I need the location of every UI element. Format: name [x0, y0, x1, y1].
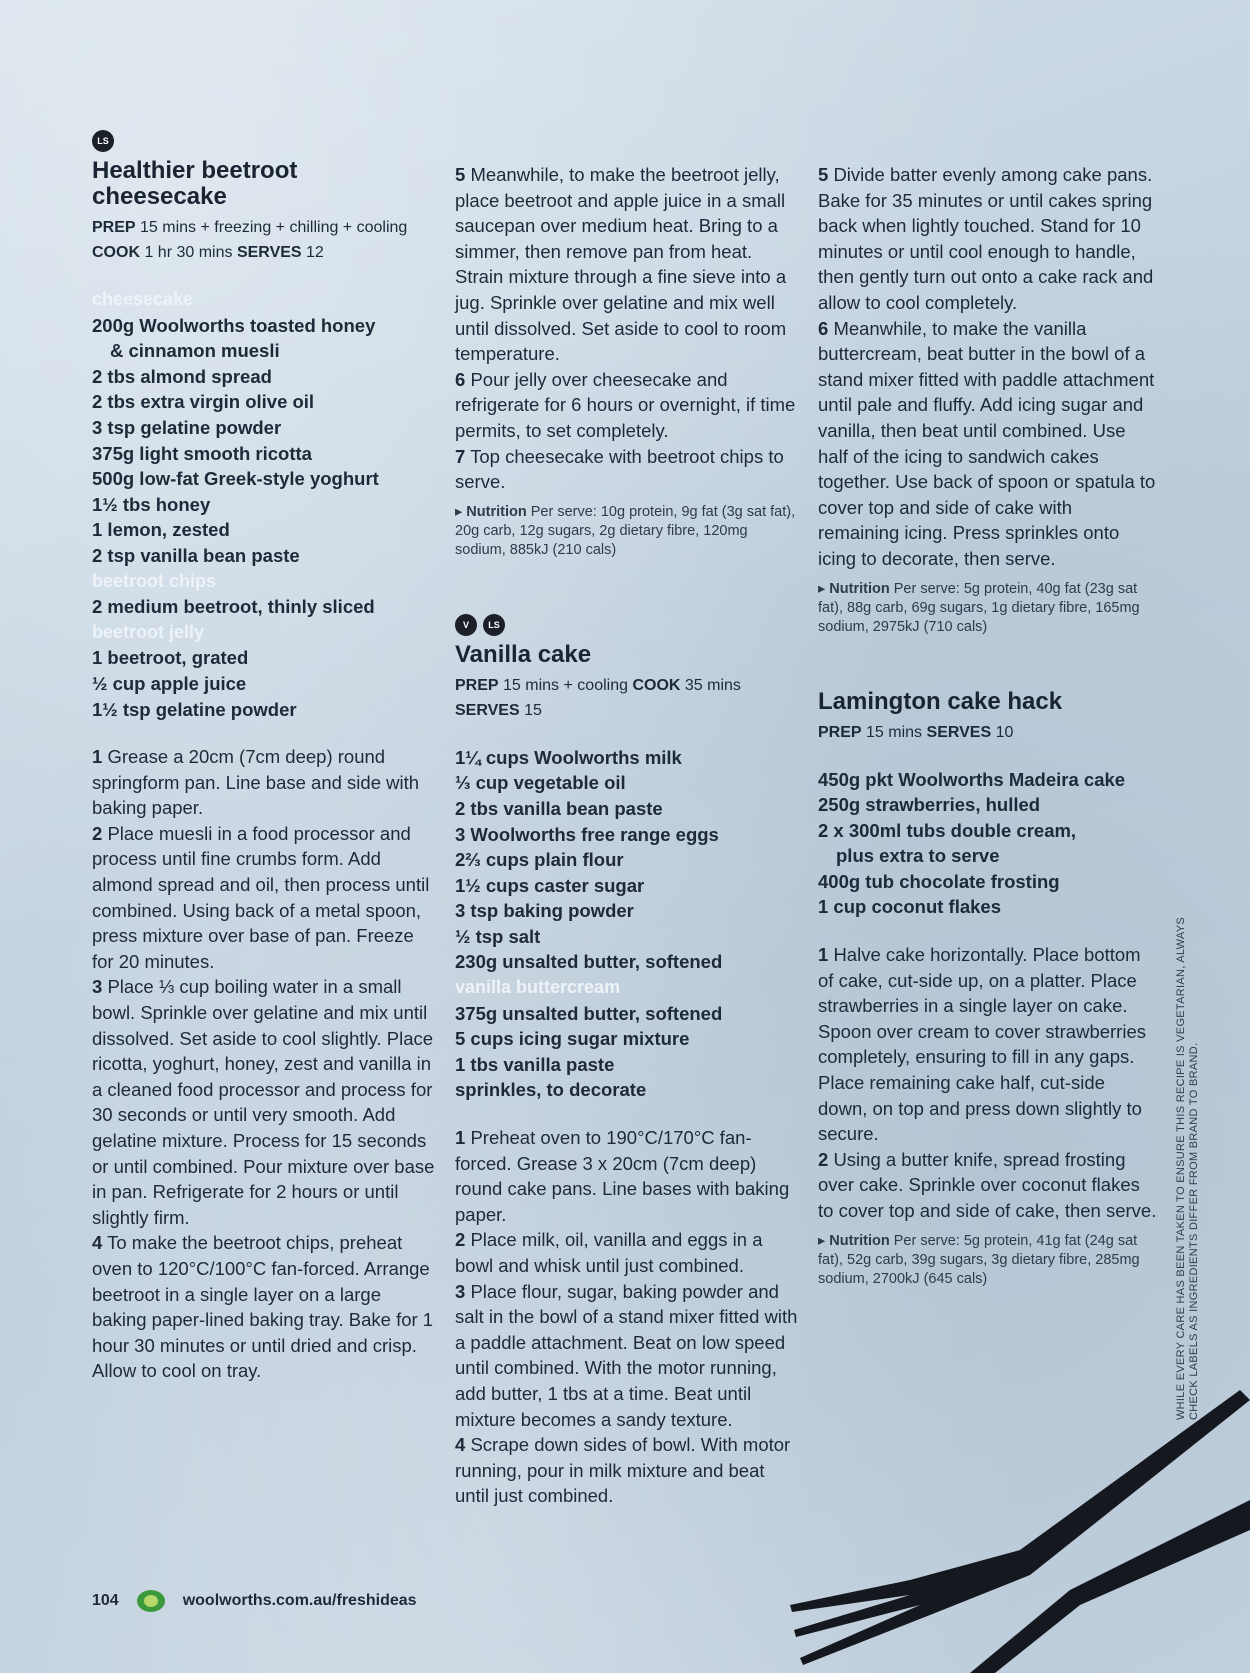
method-step: 5 Meanwhile, to make the beetroot jelly, place beetroot and apple juice in a small saucepan over medium heat. Bring to a simmer, then remove pan from heat. Strain mixture through a fine sieve into a jug. Sprinkle over gelatine and mix well until dissolved. Set aside to cool to room temperature.	[455, 164, 787, 365]
ingredient: 3 tsp baking powder	[455, 900, 634, 922]
method-step: 1 Grease a 20cm (7cm deep) round springform pan. Line base and side with baking paper.	[92, 746, 420, 819]
method-step: 6 Pour jelly over cheesecake and refrigerate for 6 hours or overnight, if time permits, to set completely.	[455, 368, 796, 441]
ingredient: 3 Woolworths free range eggs	[455, 823, 719, 845]
recipe-meta: PREP 15 mins + freezing + chilling + cooling COOK 1 hr 30 mins SERVES 12	[92, 219, 408, 261]
nutrition-info: ▸ Nutrition Per serve: 5g protein, 41g fat (24g sat fat), 52g carb, 39g sugars, 3g dietary fibre, 285mg sodium, 2700kJ (645 cals)	[818, 1232, 1140, 1287]
page-footer	[92, 1590, 417, 1612]
ingredient: & cinnamon muesli	[110, 340, 280, 362]
method-step: 2 Using a butter knife, spread frosting over cake. Sprinkle over coconut flakes to cover top and side of cake, then serve.	[818, 1148, 1157, 1221]
recipe-meta: PREP 15 mins + cooling COOK 35 mins SERVES 15	[455, 676, 741, 719]
ingredient: 1 lemon, zested	[92, 519, 230, 541]
ingredient-heading: cheesecake	[92, 289, 194, 309]
ingredient: 375g light smooth ricotta	[92, 442, 312, 464]
recipe-meta: PREP 15 mins SERVES 10	[818, 723, 1014, 741]
method-step: 1 Halve cake horizontally. Place bottom of cake, cut-side up, on a platter. Place strawberries in a single layer on cake. Spoon over cream to cover strawberries completely, ensuring to fill in any gaps. Place remaining cake half, cut-side down, on top and press down slightly to secure.	[818, 944, 1146, 1145]
page-number: 104	[92, 1592, 119, 1609]
method-step: 2 Place muesli in a food processor and process until fine crumbs form. Add almond spread and oil, then process until combined. Using back of a metal spoon, press mixture over base of pan. Freeze for 20 minutes.	[92, 822, 430, 972]
nutrition-info: ▸ Nutrition Per serve: 5g protein, 40g fat (23g sat fat), 88g carb, 69g sugars, 1g dietary fibre, 165mg sodium, 2975kJ (710 cals)	[818, 580, 1140, 635]
diet-badges	[455, 614, 800, 638]
ingredient: sprinkles, to decorate	[455, 1079, 647, 1101]
diet-badges	[92, 130, 437, 154]
ingredient: 1¼ cups Woolworths milk	[455, 746, 682, 768]
nutrition-info: ▸ Nutrition Per serve: 10g protein, 9g fat (3g sat fat), 20g carb, 12g sugars, 2g dietary fibre, 120mg sodium, 885kJ (210 cals)	[455, 503, 796, 558]
method-step: 6 Meanwhile, to make the vanilla buttercream, beat butter in the bowl of a stand mixer fitted with paddle attachment until pale and fluffy. Add icing sugar and vanilla, then beat until combined. Use half of the icing to sandwich cakes together. Use back of spoon or spatula to cover top and side of cake with remaining icing. Press sprinkles onto icing to decorate, then serve.	[818, 317, 1156, 569]
method-step: 2 Place milk, oil, vanilla and eggs in a bowl and whisk until just combined.	[455, 1229, 763, 1276]
method-step: 3 Place flour, sugar, baking powder and salt in the bowl of a stand mixer fitted with a paddle attachment. Beat on low speed until combined. With the motor running, add butter, 1 tbs at a time. Beat until mixture becomes a sandy texture.	[455, 1280, 798, 1430]
recipe-vanilla-column	[455, 162, 800, 1509]
ingredient: 1 beetroot, grated	[92, 647, 249, 669]
ingredient: 250g strawberries, hulled	[818, 794, 1041, 816]
ingredient: plus extra to serve	[836, 845, 1000, 867]
method-step: 4 Scrape down sides of bowl. With motor running, pour in milk mixture and beat until just combined.	[455, 1434, 791, 1507]
ingredient: 1½ tsp gelatine powder	[92, 698, 297, 720]
ingredient: 1½ tbs honey	[92, 493, 211, 515]
ingredient: 1 cup coconut flakes	[818, 896, 1001, 918]
ingredient-heading: beetroot chips	[92, 570, 217, 591]
ingredient: 2 tbs vanilla bean paste	[455, 797, 663, 819]
vegetarian-disclaimer: WHILE EVERY CARE HAS BEEN TAKEN TO ENSURE THIS RECIPE IS VEGETARIAN, ALWAYS CHECK LABELS AS INGREDIENTS DIFFER FROM BRAND TO BRAND.	[1175, 917, 1200, 1420]
ingredient: 500g low-fat Greek-style yoghurt	[92, 468, 379, 490]
ingredient: 2⅔ cups plain flour	[455, 849, 624, 871]
ingredient: ½ tsp salt	[455, 925, 541, 947]
ingredient: 2 tbs almond spread	[92, 365, 272, 387]
low-sugar-badge: LS	[92, 130, 114, 152]
forks-image	[770, 1390, 1250, 1673]
ingredient: 450g pkt Woolworths Madeira cake	[818, 768, 1126, 790]
recipe-cheesecake-column	[92, 130, 437, 1384]
ingredient-heading: beetroot jelly	[92, 621, 205, 642]
ingredient: 230g unsalted butter, softened	[455, 951, 723, 973]
website-link[interactable]: woolworths.com.au/freshideas	[182, 1592, 417, 1609]
ingredient: 2 x 300ml tubs double cream,	[818, 819, 1077, 841]
ingredient-heading: vanilla buttercream	[455, 977, 621, 998]
ingredient: 2 medium beetroot, thinly sliced	[92, 596, 375, 618]
method-step: 1 Preheat oven to 190°C/170°C fan-forced. Grease 3 x 20cm (7cm deep) round cake pans. Line bases with baking paper.	[455, 1127, 790, 1225]
ingredient: ½ cup apple juice	[92, 672, 247, 694]
method-step: 3 Place ⅓ cup boiling water in a small bowl. Sprinkle over gelatine and mix until dissolved. Set aside to cool slightly. Place ricotta, yoghurt, honey, zest and vanilla in a cleaned food processor and process for 30 seconds or until very smooth. Add gelatine mixture. Process for 15 seconds or until combined. Pour mixture over base in pan. Refrigerate for 2 hours or until slightly firm.	[92, 976, 435, 1228]
ingredient: 1½ cups caster sugar	[455, 874, 645, 896]
ingredient: 2 tbs extra virgin olive oil	[92, 391, 315, 413]
low-sugar-badge: LS	[483, 614, 505, 636]
method-step: 5 Divide batter evenly among cake pans. Bake for 35 minutes or until cakes spring back when lightly touched. Stand for 10 minutes or until cool enough to handle, then gently turn out onto a cake rack and allow to cool completely.	[818, 164, 1154, 313]
vegetarian-badge: V	[455, 614, 477, 636]
method-step: 4 To make the beetroot chips, preheat oven to 120°C/100°C fan-forced. Arrange beetroot in a single layer on a large baking paper-lined baking tray. Bake for 1 hour 30 minutes or until dried and crisp. Allow to cool on tray.	[92, 1232, 434, 1382]
ingredient: 2 tsp vanilla bean paste	[92, 544, 300, 566]
ingredient: 1 tbs vanilla paste	[455, 1053, 615, 1075]
recipe-title: Vanilla cake	[455, 640, 592, 668]
ingredient: ⅓ cup vegetable oil	[455, 772, 626, 794]
method-step: 7 Top cheesecake with beetroot chips to serve.	[455, 445, 784, 493]
recipe-title: Healthier beetroot cheesecake	[92, 157, 298, 210]
recipe-title: Lamington cake hack	[818, 687, 1063, 715]
ingredient: 400g tub chocolate frosting	[818, 870, 1060, 892]
ingredient: 3 tsp gelatine powder	[92, 416, 282, 438]
ingredient: 375g unsalted butter, softened	[455, 1002, 723, 1024]
ingredient: 200g Woolworths toasted honey	[92, 314, 376, 336]
woolworths-logo-icon	[137, 1590, 165, 1612]
ingredient: 5 cups icing sugar mixture	[455, 1028, 690, 1050]
recipe-lamington-column	[818, 162, 1158, 1289]
